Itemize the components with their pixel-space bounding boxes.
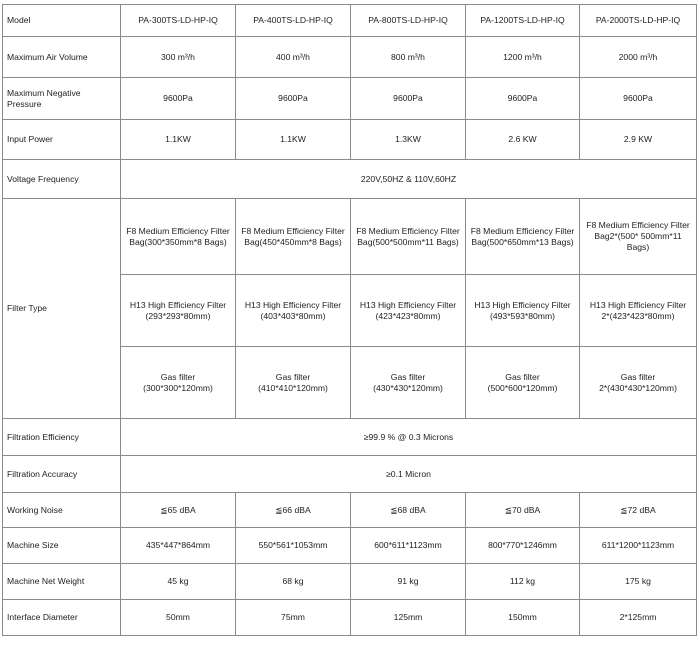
row-label: Machine Size: [3, 528, 121, 564]
cell-value: 2.9 KW: [580, 120, 697, 160]
cell-value: 9600Pa: [121, 78, 236, 120]
cell-value: 9600Pa: [351, 78, 466, 120]
row-label: Maximum Air Volume: [3, 37, 121, 78]
cell-value: ≦70 dBA: [466, 493, 580, 528]
filter-f8-value: F8 Medium Efficiency Filter Bag(500*500mm*11 Bags): [351, 199, 466, 275]
row-machine-size: [3, 528, 697, 564]
cell-value: 9600Pa: [580, 78, 697, 120]
row-filter-f8: [3, 199, 697, 275]
cell-value: 600*611*1123mm: [351, 528, 466, 564]
row-negative-pressure: [3, 78, 697, 120]
model-name: PA-1200TS-LD-HP-IQ: [466, 5, 580, 37]
row-label: Model: [3, 5, 121, 37]
model-name: PA-2000TS-LD-HP-IQ: [580, 5, 697, 37]
cell-value: ≥99.9 % @ 0.3 Microns: [121, 419, 697, 456]
cell-value: 2000 m³/h: [580, 37, 697, 78]
model-name: PA-400TS-LD-HP-IQ: [236, 5, 351, 37]
row-model: [3, 5, 697, 37]
cell-value: 125mm: [351, 600, 466, 636]
cell-value: 75mm: [236, 600, 351, 636]
cell-value: ≦72 dBA: [580, 493, 697, 528]
filter-gas-value: Gas filter (430*430*120mm): [351, 347, 466, 419]
cell-value: 800*770*1246mm: [466, 528, 580, 564]
row-label: Filtration Accuracy: [3, 456, 121, 493]
cell-value: 400 m³/h: [236, 37, 351, 78]
cell-value: 611*1200*1123mm: [580, 528, 697, 564]
cell-value: 1200 m³/h: [466, 37, 580, 78]
row-filtration-efficiency: [3, 419, 697, 456]
row-working-noise: [3, 493, 697, 528]
model-name: PA-800TS-LD-HP-IQ: [351, 5, 466, 37]
row-air-volume: [3, 37, 697, 78]
cell-value: 175 kg: [580, 564, 697, 600]
cell-value: 220V,50HZ & 110V,60HZ: [121, 160, 697, 199]
cell-value: 112 kg: [466, 564, 580, 600]
row-filtration-accuracy: [3, 456, 697, 493]
cell-value: 800 m³/h: [351, 37, 466, 78]
cell-value: ≦68 dBA: [351, 493, 466, 528]
filter-gas-value: Gas filter (500*600*120mm): [466, 347, 580, 419]
row-label: Machine Net Weight: [3, 564, 121, 600]
cell-value: 1.3KW: [351, 120, 466, 160]
filter-f8-value: F8 Medium Efficiency Filter Bag(300*350mm*8 Bags): [121, 199, 236, 275]
cell-value: 2.6 KW: [466, 120, 580, 160]
filter-gas-value: Gas filter 2*(430*430*120mm): [580, 347, 697, 419]
filter-h13-value: H13 High Efficiency Filter (423*423*80mm): [351, 275, 466, 347]
filter-gas-value: Gas filter (410*410*120mm): [236, 347, 351, 419]
cell-value: 150mm: [466, 600, 580, 636]
row-label: Voltage Frequency: [3, 160, 121, 199]
row-label: Input Power: [3, 120, 121, 160]
filter-h13-value: H13 High Efficiency Filter (293*293*80mm): [121, 275, 236, 347]
row-input-power: [3, 120, 697, 160]
filter-gas-value: Gas filter (300*300*120mm): [121, 347, 236, 419]
spec-table: [2, 4, 697, 636]
cell-value: 550*561*1053mm: [236, 528, 351, 564]
row-label: Filtration Efficiency: [3, 419, 121, 456]
cell-value: 435*447*864mm: [121, 528, 236, 564]
filter-h13-value: H13 High Efficiency Filter (403*403*80mm): [236, 275, 351, 347]
row-label: Filter Type: [3, 199, 121, 419]
filter-f8-value: F8 Medium Efficiency Filter Bag2*(500* 500mm*11 Bags): [580, 199, 697, 275]
cell-value: 91 kg: [351, 564, 466, 600]
cell-value: ≦65 dBA: [121, 493, 236, 528]
row-label: Working Noise: [3, 493, 121, 528]
cell-value: 1.1KW: [121, 120, 236, 160]
cell-value: 50mm: [121, 600, 236, 636]
cell-value: 9600Pa: [236, 78, 351, 120]
row-voltage-frequency: [3, 160, 697, 199]
filter-f8-value: F8 Medium Efficiency Filter Bag(500*650mm*13 Bags): [466, 199, 580, 275]
filter-h13-value: H13 High Efficiency Filter 2*(423*423*80mm): [580, 275, 697, 347]
cell-value: 2*125mm: [580, 600, 697, 636]
cell-value: 68 kg: [236, 564, 351, 600]
row-interface-diameter: [3, 600, 697, 636]
row-label: Maximum Negative Pressure: [3, 78, 121, 120]
row-net-weight: [3, 564, 697, 600]
cell-value: 45 kg: [121, 564, 236, 600]
cell-value: ≥0.1 Micron: [121, 456, 697, 493]
cell-value: 9600Pa: [466, 78, 580, 120]
cell-value: ≦66 dBA: [236, 493, 351, 528]
filter-h13-value: H13 High Efficiency Filter (493*593*80mm): [466, 275, 580, 347]
filter-f8-value: F8 Medium Efficiency Filter Bag(450*450mm*8 Bags): [236, 199, 351, 275]
cell-value: 300 m³/h: [121, 37, 236, 78]
model-name: PA-300TS-LD-HP-IQ: [121, 5, 236, 37]
row-label: Interface Diameter: [3, 600, 121, 636]
cell-value: 1.1KW: [236, 120, 351, 160]
